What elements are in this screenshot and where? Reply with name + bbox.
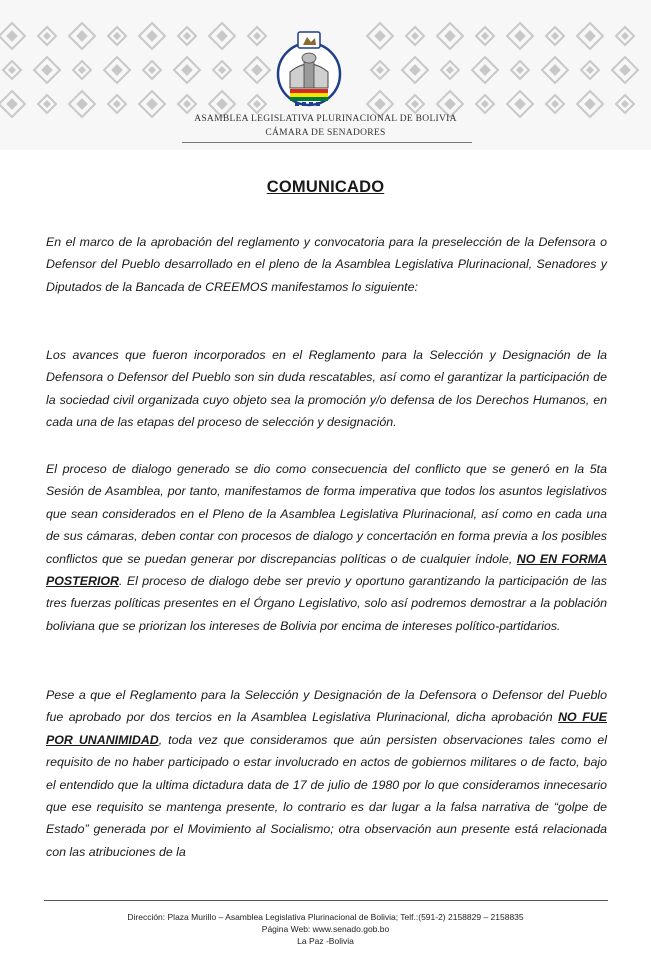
pattern-motif [507, 23, 533, 49]
paragraph-dialogue-text-1: El proceso de dialogo generado se dio como consecuencia del conflicto que se generó en la 5ta Sesión de Asamblea, por tanto, manifestamos de forma imperativa que todos los asuntos legislativos que sean considerados en el Pleno de la Asamblea Legislativa Plurinacional, así como en cada una de sus cámaras, deben contar con procesos de dialogo y concertación en forma previa a los posibles conflictos que se puedan generar por discrepancias políticas o de cualquier índole, [46, 462, 607, 566]
pattern-motif [406, 95, 424, 113]
pattern-motif [476, 27, 494, 45]
pattern-motif [577, 23, 603, 49]
emphasis-no-en-forma-posterior: NO EN FORMA POSTERIOR [46, 551, 607, 589]
pattern-motif [108, 27, 126, 45]
pattern-motif [178, 95, 196, 113]
paragraph-advances: Los avances que fueron incorporados en el Reglamento para la Selección y Designación de la Defensora o Defensor del Pueblo son sin duda rescatables, así como el garantizar la participación de la sociedad civil organizada cuyo objeto sea la promoción y/o defensa de los Derechos Humanos, en cada una de las etapas del proceso de selección y designación. [46, 348, 607, 430]
pattern-motif [143, 61, 161, 79]
footer-divider [44, 900, 608, 901]
pattern-motif [367, 23, 393, 49]
pattern-motif [581, 61, 599, 79]
paragraph-approval-text-1: Pese a que el Reglamento para la Selección y Designación de la Defensora o Defensor del Pueblo fue aprobado por dos tercios en la Asamblea Legislativa Plurinacional, dicha aprobación [46, 688, 607, 725]
pattern-motif [3, 61, 21, 79]
pattern-motif [612, 57, 638, 83]
pattern-motif [546, 27, 564, 45]
header-divider [182, 142, 472, 143]
pattern-motif [248, 27, 266, 45]
pattern-motif [69, 23, 95, 49]
footer-address: Dirección: Plaza Murillo – Asamblea Legislativa Plurinacional de Bolivia; Telf.:(591-2) 2158829 – 2158835 [127, 912, 524, 922]
pattern-motif [248, 95, 266, 113]
senate-seal-logo [276, 28, 342, 110]
paragraph-intro: En el marco de la aprobación del reglamento y convocatoria para la preselección de la Defensora o Defensor del Pueblo desarrollado en el pleno de la Asamblea Legislativa Plurinacional, Senadores y Diputados de la Bancada de CREEMOS manifestamos lo siguiente: [46, 235, 607, 294]
paragraph-approval [46, 684, 607, 863]
pattern-motif [38, 95, 56, 113]
chamber-name: CÁMARA DE SENADORES [265, 128, 386, 138]
pattern-motif [406, 27, 424, 45]
pattern-motif [209, 23, 235, 49]
pattern-motif [174, 57, 200, 83]
pattern-motif [178, 27, 196, 45]
pattern-motif [371, 61, 389, 79]
footer-city: La Paz -Bolivia [297, 936, 354, 946]
emphasis-no-fue-por-unanimidad: NO FUE POR UNANIMIDAD [46, 710, 607, 747]
document-title: COMUNICADO [266, 178, 385, 196]
pattern-motif [511, 61, 529, 79]
pattern-motif [546, 95, 564, 113]
pattern-motif [38, 27, 56, 45]
pattern-motif [104, 57, 130, 83]
pattern-motif [437, 23, 463, 49]
pattern-motif [616, 95, 634, 113]
footer-website: Página Web: www.senado.gob.bo [261, 924, 390, 934]
pattern-motif [73, 61, 91, 79]
pattern-motif [34, 57, 60, 83]
pattern-motif [441, 61, 459, 79]
pattern-motif [108, 95, 126, 113]
pattern-motif [616, 27, 634, 45]
pattern-motif [402, 57, 428, 83]
pattern-motif [244, 57, 270, 83]
organization-name: ASAMBLEA LEGISLATIVA PLURINACIONAL DE BOLIVIA [194, 114, 457, 124]
pattern-motif [542, 57, 568, 83]
pattern-motif [0, 23, 25, 49]
letterhead [0, 0, 651, 150]
pattern-motif [472, 57, 498, 83]
paragraph-dialogue-text-2: . El proceso de dialogo debe ser previo y oportuno garantizando la participación de las tres fuerzas políticas presentes en el Órgano Legislativo, solo así podremos demostrar a la población boliviana que se priorizan los intereses de Bolivia por encima de intereses político-partidarios. [46, 574, 607, 633]
pattern-motif [476, 95, 494, 113]
pattern-motif [213, 61, 231, 79]
paragraph-dialogue [46, 458, 607, 637]
paragraph-approval-text-2: , toda vez que consideramos que aún persisten observaciones tales como el requisito de no haber participado o estar involucrado en actos de gobiernos militares o de facto, bajo el entendido que la ultima dictadura data de 17 de julio de 1980 por lo que consideramos innecesario que ese requisito se mantenga presente, lo contrario es dar lugar a la falsa narrativa de “golpe de Estado” generada por el Movimiento al Socialismo; otra observación aun presente está relacionada con las atribuciones de la [46, 732, 607, 859]
pattern-motif [139, 23, 165, 49]
